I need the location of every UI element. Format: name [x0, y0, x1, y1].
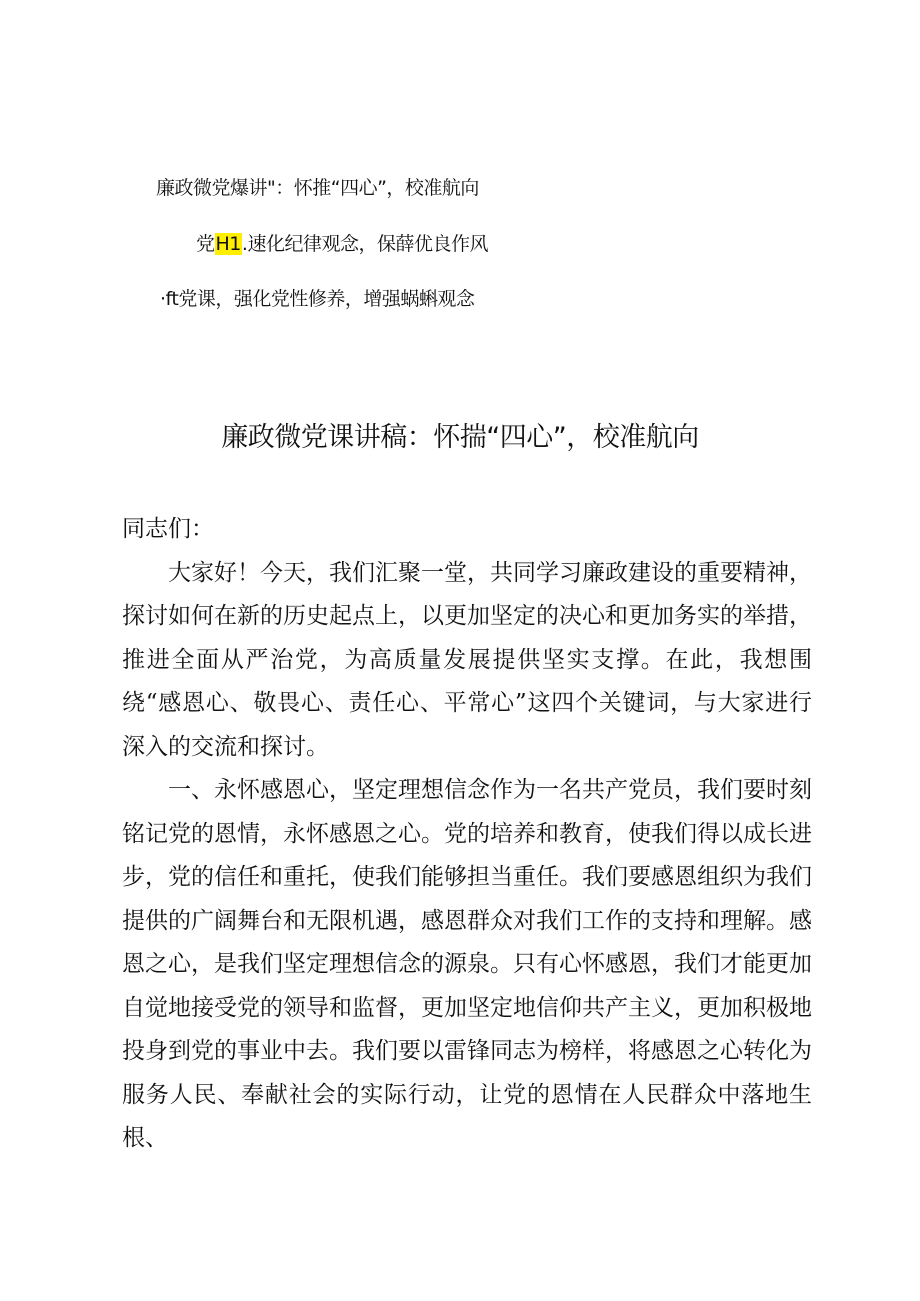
document-title: 廉政微党课讲稿：怀揣“四心”，校准航向 [221, 422, 699, 453]
toc-entry-1[interactable]: 廉政微党爆讲"：怀推“四心”，校准航向 [156, 177, 479, 199]
greeting: 同志们： [122, 516, 214, 542]
toc-entry-2-text: .速化纪律观念，保薛优良作风 [241, 233, 488, 255]
search-highlight: H1 [215, 233, 241, 255]
paragraph-section-1: 一、永怀感恩心，坚定理想信念作为一名共产党员，我们要时刻铭记党的恩情，永怀感恩之心。党的培养和教育，使我们得以成长进步，党的信任和重托，使我们能够担当重任。我们要感恩组织为我们提供的广阔舞台和无限机遇，感恩群众对我们工作的支持和理解。感恩之心，是我们坚定理想信念的源泉。只有心怀感恩，我们才能更加自觉地接受党的领导和监督，更加坚定地信仰共产主义，更加积极地投身到党的事业中去。我们要以雷锋同志为榜样，将感恩之心转化为服务人民、奉献社会的实际行动，让党的恩情在人民群众中落地生根、 [122, 777, 812, 1151]
toc-entry-2[interactable] [196, 232, 488, 256]
paragraph-intro: 大家好！今天，我们汇聚一堂，共同学习廉政建设的重要精神，探讨如何在新的历史起点上，以更加坚定的决心和更加务实的举措，推进全面从严治党，为高质量发展提供坚实支撑。在此，我想围绕“感恩心、敬畏心、责任心、平常心”这四个关键词，与大家进行深入的交流和探讨。 [122, 559, 812, 760]
document-body [122, 508, 812, 1161]
toc-entry-3[interactable]: ·ft党课，强化党性修养，增强蜗蝌观念 [160, 288, 475, 310]
toc-entry-2-prefix: 党 [196, 233, 215, 255]
